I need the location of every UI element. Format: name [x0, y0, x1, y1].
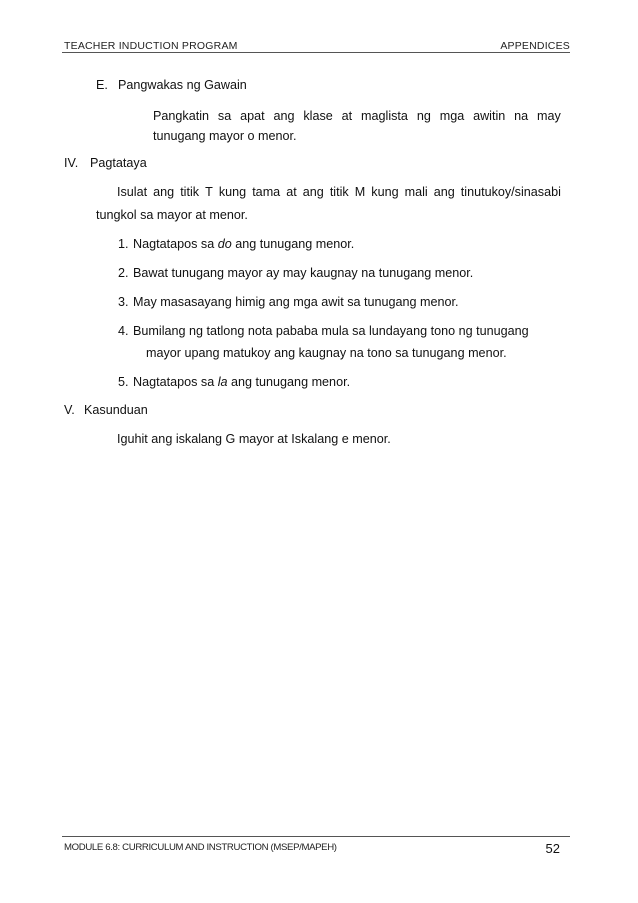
- word: klase: [303, 109, 333, 123]
- item-5-text: [133, 376, 350, 389]
- footer-left: MODULE 6.8: CURRICULUM AND INSTRUCTION (MSEP/MAPEH): [64, 842, 337, 853]
- item-5-number: 5.: [118, 375, 129, 389]
- word: M: [354, 185, 366, 199]
- word: apat: [240, 109, 265, 123]
- section-e-label: E.: [96, 78, 108, 92]
- item-4-continuation: mayor upang matukoy ang kaugnay na tono sa tunugang menor.: [146, 346, 507, 360]
- section-iv-label: IV.: [64, 156, 79, 170]
- word: ng: [416, 109, 431, 123]
- header-right: APPENDICES: [500, 40, 570, 52]
- word: at: [341, 109, 353, 123]
- word: ang: [433, 185, 455, 199]
- item-4-number: 4.: [118, 324, 129, 338]
- word: Pangkatin: [153, 109, 210, 123]
- section-v-label: V.: [64, 403, 75, 417]
- word: titik: [329, 185, 349, 199]
- section-e-line2: tunugang mayor o menor.: [153, 129, 297, 143]
- word: kung: [218, 185, 247, 199]
- word: Isulat: [117, 185, 148, 199]
- header-rule: [62, 52, 570, 53]
- footer-rule: [62, 836, 570, 837]
- word: at: [286, 185, 297, 199]
- section-e-title: Pangwakas ng Gawain: [118, 78, 247, 92]
- item-3-number: 3.: [118, 295, 129, 309]
- word: kung: [371, 185, 399, 199]
- word: awitin: [473, 109, 506, 123]
- item-1-emphasis: do: [217, 237, 232, 251]
- item-1-pre: Nagtatapos sa: [133, 237, 218, 251]
- section-iv-title: Pagtataya: [90, 156, 147, 170]
- section-v-text: Iguhit ang iskalang G mayor at Iskalang e menor.: [117, 432, 391, 446]
- word: tinutukoy/sinasabi: [460, 185, 561, 199]
- item-2-text: Bawat tunugang mayor ay may kaugnay na tunugang menor.: [133, 266, 474, 280]
- section-v-title: Kasunduan: [84, 403, 148, 417]
- word: sa: [217, 109, 232, 123]
- header-left: TEACHER INDUCTION PROGRAM: [64, 40, 238, 52]
- word: T: [205, 185, 213, 199]
- item-3-text: May masasayang himig ang mga awit sa tunugang menor.: [133, 295, 459, 309]
- item-4-text: Bumilang ng tatlong nota pababa mula sa lundayang tono ng tunugang: [133, 324, 529, 338]
- word: tama: [252, 185, 281, 199]
- section-iv-para-line1: [117, 186, 561, 199]
- word: mga: [439, 109, 465, 123]
- word: maglista: [361, 109, 408, 123]
- item-2-number: 2.: [118, 266, 129, 280]
- item-1-number: 1.: [118, 237, 129, 251]
- word: ang: [153, 185, 175, 199]
- word: ang: [302, 185, 324, 199]
- item-1-post: ang tunugang menor.: [231, 237, 355, 251]
- word: may: [537, 109, 561, 123]
- page-number: 52: [545, 841, 560, 856]
- word: titik: [180, 185, 200, 199]
- word: na: [514, 109, 529, 123]
- word: ang: [273, 109, 295, 123]
- word: mali: [404, 185, 428, 199]
- item-1-text: [133, 238, 354, 251]
- item-5-emphasis: la: [217, 375, 228, 389]
- section-iv-para-line2: tungkol sa mayor at menor.: [96, 208, 248, 222]
- section-e-line1: [153, 110, 561, 123]
- item-5-post: ang tunugang menor.: [227, 375, 351, 389]
- item-5-pre: Nagtatapos sa: [133, 375, 218, 389]
